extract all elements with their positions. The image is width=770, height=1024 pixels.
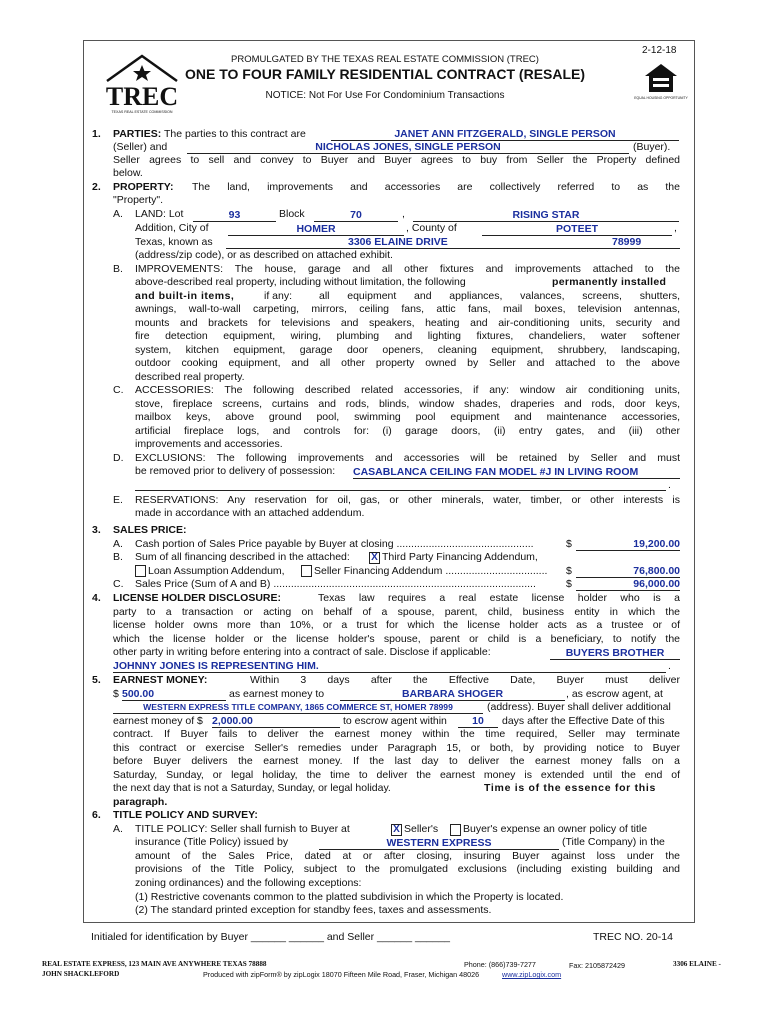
license-line: party to a transaction or acting on behalf of a spouse, parent, child, business entity in which the	[113, 606, 680, 618]
sales-price-heading: SALES PRICE:	[113, 524, 187, 536]
dollar-sign: $	[566, 538, 572, 550]
loan-assumption-label: Loan Assumption Addendum,	[148, 565, 285, 577]
seller-financing-checkbox[interactable]	[301, 565, 312, 577]
street-address: 3306 ELAINE DRIVE	[348, 236, 448, 248]
earnest-line: contract. If Buyer fails to deliver the earnest money within the time required, Seller may terminate	[113, 728, 680, 740]
parties-line-1: PARTIES: The parties to this contract are	[113, 128, 306, 140]
zip-code: 78999	[612, 236, 642, 248]
earnest-amount-field[interactable]: 500.00	[122, 688, 226, 701]
address-label: (address). Buyer shall deliver additional	[487, 701, 671, 713]
improvements-bold: permanently installed	[552, 276, 667, 288]
title-company-label: (Title Company) in the	[562, 836, 665, 848]
escrow-agent-label: , as escrow agent, at	[566, 688, 663, 700]
accessories-line: artificial fireplace logs, and controls for: (i) garage doors, (ii) entry gates, and (iii) other	[135, 425, 680, 437]
reservations-line-1: RESERVATIONS: Any reservation for oil, gas, or other minerals, water, timber, or other interests is	[135, 494, 680, 506]
city-label: Addition, City of	[135, 222, 209, 234]
parties-line-4: below.	[113, 167, 143, 179]
seller-financing-label: Seller Financing Addendum ...................................	[314, 565, 548, 577]
section-number: 4.	[92, 592, 101, 604]
earnest-line-1: Within 3 days after the Effective Date, Buyer must deliver	[250, 674, 680, 686]
earnest-line: before Buyer delivers the earnest money. If the last day to deliver the earnest money falls on a	[113, 755, 680, 767]
cash-portion-field[interactable]: 19,200.00	[576, 538, 680, 551]
item-label: A.	[113, 538, 123, 550]
escrow-within-label: to escrow agent within	[343, 715, 447, 727]
improvements-line: fire detection equipment, wiring, plumbing and lighting fixtures, chandeliers, water softener	[135, 330, 680, 342]
effective-date-label: days after the Effective Date of this	[502, 715, 665, 727]
seller-and-label: (Seller) and	[113, 141, 168, 153]
disclosure-field-1[interactable]: BUYERS BROTHER	[550, 647, 680, 660]
accessories-line: improvements and accessories.	[135, 438, 283, 450]
texas-known-as-label: Texas, known as	[135, 236, 213, 248]
property-line-2: "Property".	[113, 194, 164, 206]
initials-line: Initialed for identification by Buyer ______ ______ and Seller ______ ______	[91, 931, 451, 943]
title-policy-line: provisions of the Title Policy, subject to the promulgated exclusions (including existing building and	[135, 863, 680, 875]
exclusions-field-2[interactable]	[135, 489, 666, 491]
page-title: ONE TO FOUR FAMILY RESIDENTIAL CONTRACT (RESALE)	[184, 66, 586, 82]
seller-expense-checkbox[interactable]: X	[391, 824, 402, 836]
improvements-line: system, kitchen equipment, garage door openers, cleaning equipment, shrubbery, landscaping,	[135, 344, 680, 356]
sales-price-total-field[interactable]: 96,000.00	[576, 578, 680, 591]
improvements-line: IMPROVEMENTS: The house, garage and all other fixtures and improvements attached to the	[135, 263, 680, 275]
equal-housing-icon	[634, 62, 688, 102]
seller-name-field[interactable]: JANET ANN FITZGERALD, SINGLE PERSON	[331, 128, 679, 141]
title-company-field[interactable]: WESTERN EXPRESS	[319, 837, 559, 850]
comma: ,	[674, 222, 677, 234]
sales-price-total-label: Sales Price (Sum of A and B) ..........................................................................................	[135, 578, 536, 590]
item-label: C.	[113, 384, 124, 396]
improvements-line: outdoor cooking equipment, and all other property owned by Seller and attached to the above	[135, 357, 680, 369]
item-label: C.	[113, 578, 124, 590]
days-field[interactable]: 10	[458, 715, 498, 728]
property-heading: PROPERTY:	[113, 181, 174, 193]
broker-info: REAL ESTATE EXPRESS, 123 MAIN AVE ANYWHERE TEXAS 78888	[42, 960, 267, 968]
earnest-money-to-label: as earnest money to	[229, 688, 325, 700]
item-label: B.	[113, 551, 123, 563]
item-label: D.	[113, 452, 124, 464]
improvements-bold: and built-in items,	[135, 290, 235, 302]
section-number: 1.	[92, 128, 101, 140]
section-number: 6.	[92, 809, 101, 821]
address-field[interactable]	[226, 236, 680, 249]
city-field[interactable]: HOMER	[228, 223, 404, 236]
item-label: A.	[113, 823, 123, 835]
earnest-line: Saturday, Sunday, or legal holiday, the time to deliver the earnest money is extended until the end of	[113, 769, 680, 781]
file-name: 3306 ELAINE -	[673, 960, 721, 968]
escrow-address-field[interactable]: WESTERN EXPRESS TITLE COMPANY, 1865 COMMERCE ST, HOMER 78999	[113, 701, 483, 714]
dollar-sign: $	[113, 688, 119, 700]
form-number: TREC NO. 20-14	[593, 931, 673, 943]
promulgated-line: PROMULGATED BY THE TEXAS REAL ESTATE COMMISSION (TREC)	[231, 54, 539, 65]
seller-expense-label: Seller's	[404, 823, 439, 835]
buyer-expense-label: Buyer's expense an owner policy of title	[463, 823, 648, 835]
title-policy-line-1: TITLE POLICY: Seller shall furnish to Buyer at	[135, 823, 350, 835]
title-policy-line: amount of the Sales Price, dated at or after closing, insuring Buyer against loss under the	[135, 850, 680, 862]
phone-number: Phone: (866)739-7277	[464, 960, 536, 969]
fax-number: Fax: 2105872429	[569, 961, 625, 970]
address-note: (address/zip code), or as described on attached exhibit.	[135, 249, 393, 261]
paragraph-word: paragraph.	[113, 796, 168, 808]
accessories-line: ACCESSORIES: The following described related accessories, if any: window air conditioning units,	[135, 384, 680, 396]
escrow-agent-field[interactable]: BARBARA SHOGER	[340, 688, 565, 701]
item-label: E.	[113, 494, 123, 506]
logo-text: TREC	[105, 82, 179, 111]
county-label: , County of	[406, 222, 457, 234]
title-policy-line: zoning ordinances) and the following exceptions:	[135, 877, 362, 889]
disclosure-field-2[interactable]: JOHNNY JONES IS REPRESENTING HIM.	[113, 660, 666, 673]
period: .	[668, 479, 671, 491]
third-party-financing-checkbox[interactable]: X	[369, 552, 380, 564]
notice-line: NOTICE: Not For Use For Condominium Transactions	[265, 90, 505, 101]
exclusions-line-1: EXCLUSIONS: The following improvements and accessories will be retained by Seller and must	[135, 452, 680, 464]
item-label: B.	[113, 263, 123, 275]
title-policy-heading: TITLE POLICY AND SURVEY:	[113, 809, 258, 821]
license-line: license holder owns more than 10%, or a trust for which the license holder acts as a trustee or of	[113, 619, 680, 631]
improvements-line: described real property.	[135, 371, 245, 383]
license-line: other party in writing before entering into a contract of sale. Disclose if applicable:	[113, 646, 491, 658]
improvements-ifany: if any:	[264, 290, 293, 302]
dollar-sign: $	[566, 578, 572, 590]
form-version: 2-12-18	[642, 45, 677, 56]
ziplogix-link[interactable]: www.zipLogix.com	[502, 970, 562, 979]
period: .	[668, 660, 671, 672]
additional-earnest-field[interactable]: 2,000.00	[212, 715, 340, 728]
buyer-name-field[interactable]: NICHOLAS JONES, SINGLE PERSON	[187, 141, 629, 154]
exclusions-field[interactable]: CASABLANCA CEILING FAN MODEL #J IN LIVING ROOM	[353, 466, 680, 479]
land-label: LAND: Lot	[135, 208, 184, 220]
improvements-line: mounts and brackets for televisions and speakers, heating and air-conditioning units, security and	[135, 317, 680, 329]
exception-1: (1) Restrictive covenants common to the platted subdivision in which the Property is located.	[135, 891, 564, 903]
third-party-financing-label: Third Party Financing Addendum,	[382, 551, 538, 563]
cash-portion-label: Cash portion of Sales Price payable by Buyer at closing ...............................................	[135, 538, 534, 550]
loan-assumption-checkbox[interactable]	[135, 565, 146, 577]
section-number: 2.	[92, 181, 101, 193]
section-number: 5.	[92, 674, 101, 686]
earnest-line: this contract or exercise Seller's remedies under Paragraph 15, or both, by providing notice to Buyer	[113, 742, 680, 754]
logo-subtext: TEXAS REAL ESTATE COMMISSION	[111, 110, 173, 114]
license-disclosure-heading: LICENSE HOLDER DISCLOSURE:	[113, 592, 282, 604]
buyer-expense-checkbox[interactable]	[450, 824, 461, 836]
accessories-line: stove, fireplace screens, curtains and rods, blinds, window shades, draperies and rods, door keys,	[135, 398, 680, 410]
title-policy-line-2: insurance (Title Policy) issued by	[135, 836, 289, 848]
addition-field[interactable]: RISING STAR	[413, 209, 679, 222]
earnest-line: the next day that is not a Saturday, Sunday, or legal holiday.	[113, 782, 391, 794]
block-field[interactable]: 70	[314, 209, 398, 222]
financing-field[interactable]: 76,800.00	[576, 565, 680, 578]
parties-line-3: Seller agrees to sell and convey to Buyer and Buyer agrees to buy from Seller the Property defined	[113, 154, 680, 166]
eho-text: EQUAL HOUSING OPPORTUNITY	[634, 96, 688, 100]
earnest-money-heading: EARNEST MONEY:	[113, 674, 208, 686]
license-line: which the license holder or the license holder's spouse, parent or child is a beneficiary, to notify the	[113, 633, 680, 645]
property-line-1: The land, improvements and accessories are collectively referred to as the	[192, 181, 680, 193]
county-field[interactable]: POTEET	[482, 223, 672, 236]
additional-earnest-label: earnest money of $	[113, 715, 203, 727]
license-line: Texas law requires a real estate license holder who is a	[318, 592, 680, 604]
reservations-line-2: made in accordance with an attached addendum.	[135, 507, 365, 519]
section-number: 3.	[92, 524, 101, 536]
exception-2: (2) The standard printed exception for standby fees, taxes and assessments.	[135, 904, 492, 916]
time-of-essence: Time is of the essence for this	[484, 782, 657, 794]
comma: ,	[402, 208, 405, 220]
improvements-line: all equipment and appliances, valances, screens, shutters,	[319, 290, 680, 302]
dollar-sign: $	[566, 565, 572, 577]
item-label: A.	[113, 208, 123, 220]
buyer-label: (Buyer).	[633, 141, 671, 153]
block-label: Block	[279, 208, 305, 220]
improvements-line: above-described real property, including without limitation, the following	[135, 276, 466, 288]
produced-by: Produced with zipForm® by zipLogix 18070 Fifteen Mile Road, Fraser, Michigan 48026	[203, 970, 480, 979]
improvements-line: awnings, wall-to-wall carpeting, mirrors, ceiling fans, attic fans, mail boxes, television antennas,	[135, 303, 680, 315]
financing-label: Sum of all financing described in the attached:	[135, 551, 350, 563]
accessories-line: mailbox keys, above ground pool, swimming pool equipment and maintenance accessories,	[135, 411, 680, 423]
exclusions-line-2: be removed prior to delivery of possession:	[135, 465, 336, 477]
lot-field[interactable]: 93	[193, 209, 276, 222]
agent-name: JOHN SHACKLEFORD	[42, 970, 120, 978]
